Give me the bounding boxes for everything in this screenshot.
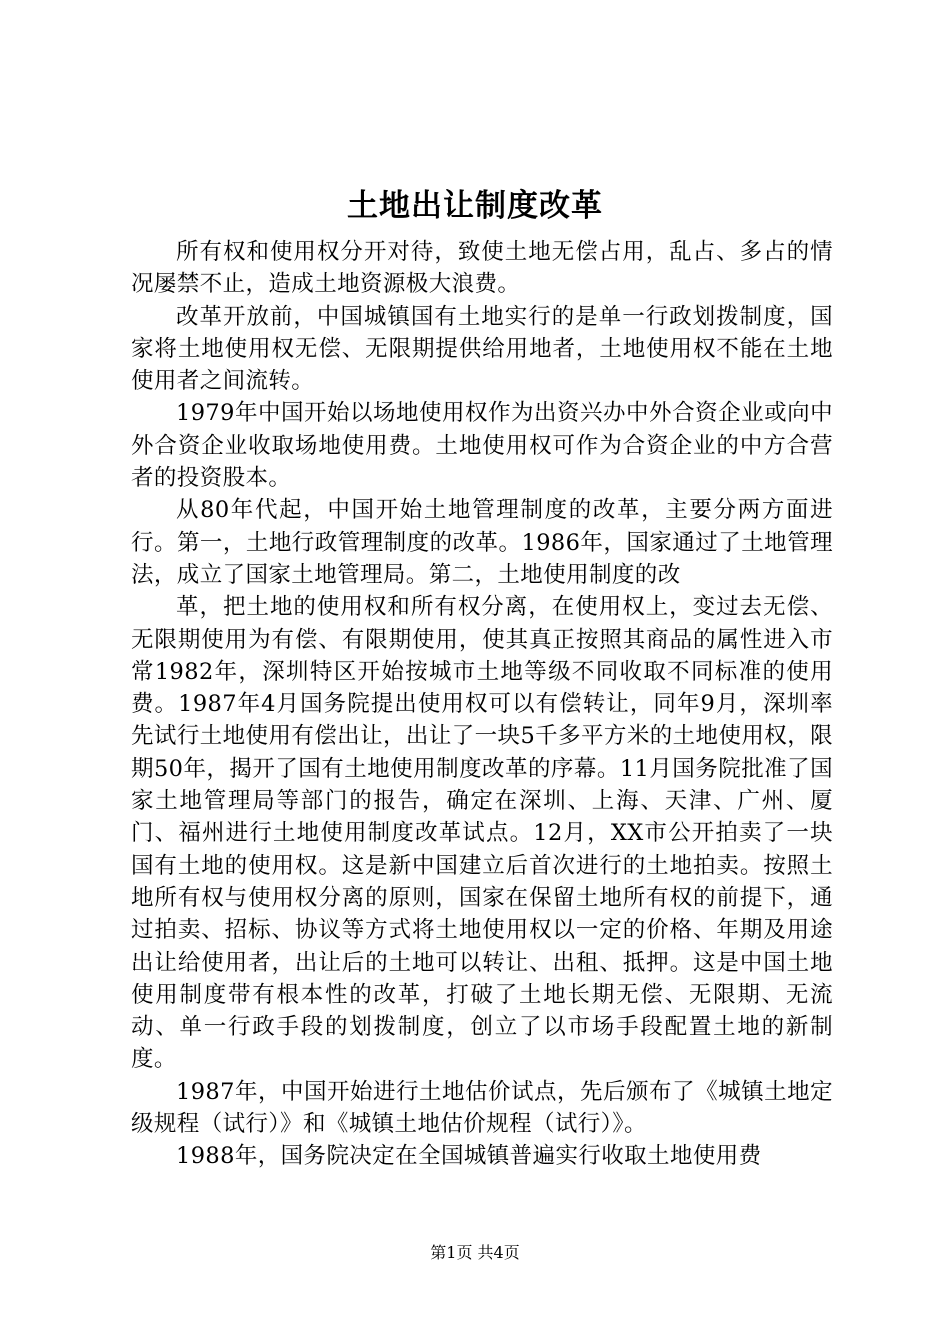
paragraph-4: 从80年代起，中国开始土地管理制度的改革，主要分两方面进行。第一，土地行政管理制度的改革。1986年，国家通过了土地管理法，成立了国家土地管理局。第二，土地使用制度的改 bbox=[131, 497, 833, 588]
paragraph-1: 所有权和使用权分开对待，致使土地无偿占用，乱占、多占的情况屡禁不止，造成土地资源极大浪费。 bbox=[131, 239, 833, 298]
page-footer: 第1页 共4页 bbox=[430, 1243, 520, 1262]
paragraph-2: 改革开放前，中国城镇国有土地实行的是单一行政划拨制度，国家将土地使用权无偿、无限期提供给用地者，土地使用权不能在土地使用者之间流转。 bbox=[131, 303, 833, 395]
paragraph-3: 1979年中国开始以场地使用权作为出资兴办中外合资企业或向中外合资企业收取场地使用费。土地使用权可作为合资企业的中方合营者的投资股本。 bbox=[131, 400, 833, 492]
document-title: 土地出让制度改革 bbox=[347, 188, 603, 224]
paragraph-6: 1987年，中国开始进行土地估价试点，先后颁布了《城镇土地定级规程（试行）》和《城镇土地估价规程（试行）》。 bbox=[131, 1078, 833, 1138]
paragraph-7: 1988年，国务院决定在全国城镇普遍实行收取土地使用费 bbox=[176, 1143, 762, 1170]
document-body bbox=[131, 236, 833, 1173]
paragraph-5: 革，把土地的使用权和所有权分离，在使用权上，变过去无偿、无限期使用为有偿、有限期使用，使其真正按照其商品的属性进入市常1982年，深圳特区开始按城市土地等级不同收取不同标准的使用费。1987年4月国务院提出使用权可以有偿转让，同年9月，深圳率先试行土地使用有偿出让，出让了一块5千多平方米的土地使用权，限期50年，揭开了国有土地使用制度改革的序幕。11月国务院批准了国家土地管理局等部门的报告，确定在深圳、上海、天津、广州、厦门、福州进行土地使用制度改革试点。12月，XX市公开拍卖了一块国有土地的使用权。这是新中国建立后首次进行的土地拍卖。按照土地所有权与使用权分离的原则，国家在保留土地所有权的前提下，通过拍卖、招标、协议等方式将土地使用权以一定的价格、年期及用途出让给使用者，出让后的土地可以转让、出租、抵押。这是中国土地使用制度带有根本性的改革，打破了土地长期无偿、无限期、无流动、单一行政手段的划拨制度，创立了以市场手段配置土地的新制度。 bbox=[131, 594, 833, 1073]
